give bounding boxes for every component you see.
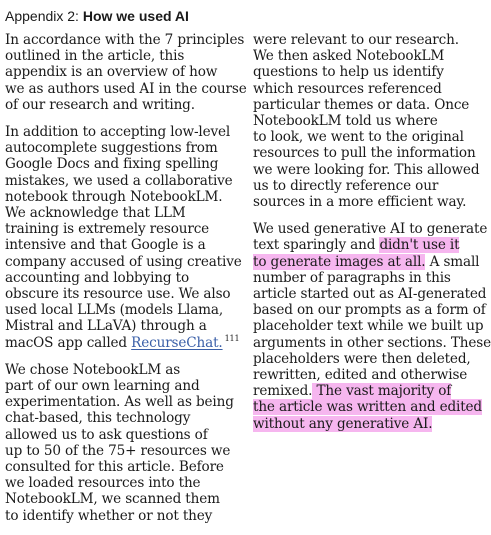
text-line: NotebookLM told us where — [253, 113, 438, 130]
text-line — [253, 399, 491, 415]
text-line: Mistral and LLaVA) through a — [5, 318, 207, 335]
text-line: company accused of using creative — [5, 253, 242, 270]
text-fragment: text sparingly and — [253, 237, 380, 254]
appendix-title: How we used AI — [82, 8, 189, 24]
text-line: We acknowledge that LLM — [5, 205, 186, 222]
text-line: obscure its resource use. We also — [5, 286, 231, 303]
footnote-marker[interactable]: 111 — [224, 334, 240, 344]
text-line: notebook through NotebookLM. — [5, 188, 223, 205]
highlighted-text: the article was written and edited — [253, 399, 482, 416]
text-line: In accordance with the 7 principles — [5, 32, 245, 48]
text-line: We used generative AI to generate — [253, 221, 488, 238]
text-line: resources to pull the information — [253, 145, 476, 162]
text-line: allowed us to ask questions of — [5, 426, 208, 443]
text-line: we were looking for. This allowed — [253, 161, 480, 178]
text-line: of our research and writing. — [5, 96, 195, 113]
highlighted-text: to generate images at all. — [253, 253, 426, 270]
text-line: to look, we went to the original — [253, 129, 464, 146]
text-line: Google Docs and fixing spelling — [5, 156, 219, 173]
paragraph-tools — [5, 124, 247, 351]
text-fragment: remixed. — [253, 383, 313, 400]
highlighted-text: didn't use it — [379, 237, 460, 254]
text-line — [253, 416, 491, 432]
text-line: consulted for this article. Before — [5, 459, 224, 476]
text-line: arguments in other sections. These — [253, 334, 491, 351]
text-line: particular themes or data. Once — [253, 96, 470, 113]
text-line: part of our own learning and — [5, 378, 200, 395]
paragraph-generative-ai — [253, 221, 491, 432]
text-line: outlined in the article, this — [5, 48, 185, 65]
text-line: placeholders were then deleted, — [253, 350, 471, 367]
right-column — [253, 32, 491, 443]
text-line: used local LLMs (models Llama, — [5, 302, 224, 319]
text-line: intensive and that Google is a — [5, 237, 206, 254]
text-line: rewritten, edited and otherwise — [253, 367, 468, 384]
text-line-with-link — [5, 335, 247, 351]
paragraph-notebooklm — [5, 362, 247, 524]
text-line: we loaded resources into the — [5, 475, 201, 492]
text-line — [253, 383, 491, 399]
highlighted-text: The vast majority of — [312, 383, 452, 400]
left-column — [5, 32, 247, 535]
text-fragment: A small — [425, 253, 480, 270]
highlighted-text: without any generative AI. — [253, 415, 433, 432]
text-line: us to directly reference our — [253, 177, 439, 194]
paragraph-principles — [5, 32, 247, 113]
recursechat-link[interactable]: RecurseChat. — [131, 334, 223, 351]
text-line: NotebookLM, we scanned them — [5, 491, 220, 508]
text-line: autocomplete suggestions from — [5, 140, 218, 157]
text-line: up to 50 of the 75+ resources we — [5, 442, 231, 459]
text-line: experimentation. As well as being — [5, 394, 234, 411]
text-line: to identify whether or not they — [5, 507, 213, 524]
appendix-heading — [5, 7, 189, 25]
text-line: we as authors used AI in the course — [5, 80, 247, 97]
text-line: sources in a more efficient way. — [253, 194, 467, 211]
text-line: chat-based, this technology — [5, 410, 191, 427]
text-line: In addition to accepting low-level — [5, 124, 231, 141]
text-line: were relevant to our research. — [253, 32, 459, 48]
text-line: questions to help us identify — [253, 64, 444, 81]
text-line: training is extremely resource — [5, 221, 210, 238]
text-line — [253, 237, 491, 253]
text-fragment: macOS app called — [5, 334, 132, 351]
text-line — [253, 254, 491, 270]
text-line: article started out as AI-generated — [253, 286, 487, 303]
text-line: We chose NotebookLM as — [5, 361, 181, 378]
text-line: placeholder text while we built up — [253, 318, 484, 335]
text-line: number of paragraphs in this — [253, 269, 451, 286]
paragraph-research-use — [253, 32, 491, 210]
text-line: based on our prompts as a form of — [253, 302, 486, 319]
text-line: mistakes, we used a collaborative — [5, 172, 233, 189]
text-line: We then asked NotebookLM — [253, 48, 445, 65]
text-line: appendix is an overview of how — [5, 64, 218, 81]
text-line: which resources referenced — [253, 80, 442, 97]
appendix-label: Appendix 2: — [5, 8, 83, 24]
text-line: accounting and lobbying to — [5, 269, 189, 286]
